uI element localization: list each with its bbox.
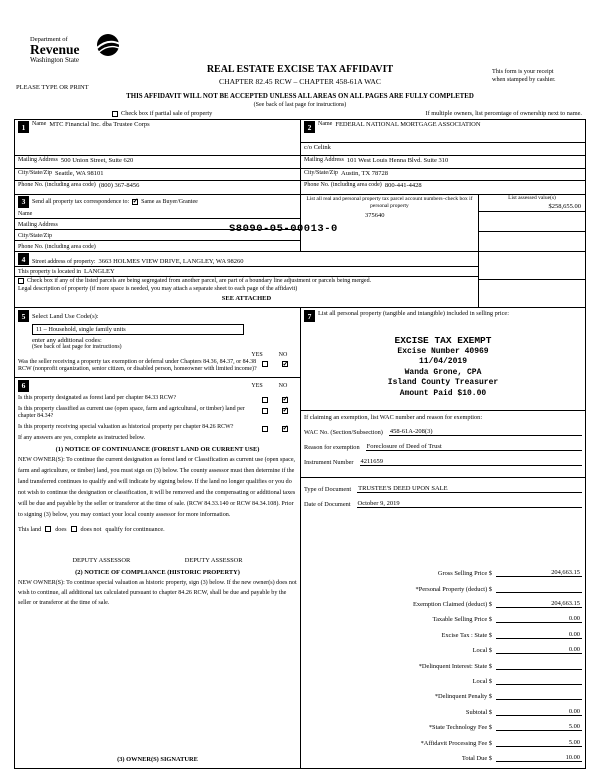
parcel-number-value: 375640 <box>365 212 385 219</box>
fee-label: Local $ <box>472 678 492 686</box>
if-yes-note: If any answers are yes, complete as instructed below. <box>18 434 146 441</box>
same-as-buyer-checkbox <box>132 199 138 205</box>
seller-name-row <box>15 120 300 156</box>
fee-value: 5.00 <box>496 739 582 747</box>
fees-table <box>301 562 585 762</box>
assessed-empty-row <box>479 232 585 251</box>
fee-label: Exemption Claimed (deduct) $ <box>413 601 492 609</box>
fee-value: 0.00 <box>496 615 582 623</box>
land-use-header <box>18 310 297 322</box>
fee-row <box>301 670 585 685</box>
pre-form-row <box>112 110 582 117</box>
fee-value: 204,663.15 <box>496 600 582 608</box>
seller-citystatezip-value: Seattle, WA 98101 <box>55 170 104 177</box>
classification-question-row <box>18 406 297 421</box>
fee-row <box>301 623 585 638</box>
fee-row <box>301 577 585 592</box>
seller-phone-value: (800) 367-8456 <box>98 182 140 189</box>
instrument-number-row <box>301 458 585 466</box>
deputy-assessor-row <box>18 557 297 564</box>
no-checkbox <box>282 397 288 403</box>
personal-property-header <box>301 308 585 324</box>
does-checkbox <box>45 526 51 532</box>
see-back-note: (See back of last page for instructions) <box>253 102 347 108</box>
correspondence-name-label: Name <box>18 211 33 217</box>
section-6-number: 6 <box>18 380 29 392</box>
parties-grid <box>15 120 585 195</box>
buyer-citystatezip-value: Austin, TX 78728 <box>341 170 389 177</box>
parcel-column-header: List all real and personal property tax parcel account numbers–check box if personal property <box>306 196 473 209</box>
deputy-assessor-label-2: DEPUTY ASSESSOR <box>184 556 243 564</box>
seller-mailing-label: Mailing Address <box>18 157 58 163</box>
section-7-exemption <box>301 308 585 768</box>
fee-row <box>301 731 585 746</box>
yes-checkbox <box>262 426 268 432</box>
partial-sale-option <box>112 110 212 117</box>
segregated-label: Check box if any of the listed parcels are being segregated from another parcel, are part of a boundary line adjustment or parcels being merged. <box>27 278 372 284</box>
fee-value: 10.00 <box>496 754 582 762</box>
classification-question-text: Is this property classified as current use (open space, farm and agricultural, or timber) land per chapter 84.34? <box>18 405 245 420</box>
notice-continuance-text: NEW OWNER(S): To continue the current designation as forest land or Classification as current use (open space, farm and agriculture, or timber) land, you must sign on (3) below. The county assessor must then determine if the land transferred continues to qualify and will indicate by signing below. If the land no longer qualifies or you do not wish to continue the designation or classification, it will be removed and the compensating or additional taxes will be due and payable by the seller or transferor at the time of sale. (RCW 84.33.140 or RCW 84.34.108). Prior to signing (3) below, you may contact your local county assessor for more information. <box>18 456 296 518</box>
fee-label: *Personal Property (deduct) $ <box>415 585 492 593</box>
logo-revenue-text: Revenue <box>30 42 80 57</box>
this-land-label: This land <box>18 525 42 533</box>
assessed-empty-row <box>479 212 585 232</box>
fee-label: Subtotal $ <box>465 708 492 716</box>
lower-area <box>15 308 585 768</box>
fee-row <box>301 639 585 654</box>
partial-sale-label: Check box if partial sale of property <box>121 110 213 117</box>
fee-label: *Delinquent Interest: State $ <box>418 662 492 670</box>
buyer-name-value: FEDERAL NATIONAL MORTGAGE ASSOCIATION <box>335 121 481 128</box>
classification-question-checkboxes <box>262 406 297 421</box>
fee-row <box>301 747 585 762</box>
stamp-date: 11/04/2019 <box>418 357 467 366</box>
qualify-label: qualify for continuance. <box>105 525 165 533</box>
fee-value <box>496 669 582 670</box>
classification-question-row <box>18 395 297 403</box>
deputy-assessor-label-1: DEPUTY ASSESSOR <box>72 556 131 564</box>
land-use-code-value: 11 – Household, single family units <box>32 324 244 335</box>
continuance-qualify-row <box>18 526 297 533</box>
document-date-row <box>301 500 585 508</box>
property-fields <box>15 252 479 307</box>
correspondence-citystatezip-label: City/State/Zip <box>18 233 52 239</box>
partial-sale-checkbox <box>112 111 118 117</box>
section-5-number: 5 <box>18 310 29 322</box>
section-2-buyer <box>301 120 585 194</box>
yes-checkbox <box>262 397 268 403</box>
buyer-name-label: Name <box>318 121 333 127</box>
section-6-classification <box>15 378 300 768</box>
classification-question-checkboxes <box>262 395 297 403</box>
yes-no-header-s5 <box>18 352 297 358</box>
does-not-checkbox <box>71 526 77 532</box>
yes-label: YES <box>251 382 263 389</box>
buyer-citystatezip-row <box>301 169 585 181</box>
dor-logo <box>30 36 160 64</box>
stamp-treasurer-office: Island County Treasurer <box>387 378 499 387</box>
exemption-question-row <box>18 359 297 374</box>
fee-label: Local $ <box>472 647 492 655</box>
wac-number-label: WAC No. (Section/Subsection) <box>304 429 383 436</box>
reason-exemption-label: Reason for exemption <box>304 444 360 451</box>
fee-row <box>301 562 585 577</box>
type-or-print-label: PLEASE TYPE OR PRINT <box>16 84 89 91</box>
correspondence-phone-label: Phone No. (including area code) <box>18 244 96 250</box>
stamp-exempt-line: EXCISE TAX EXEMPT <box>394 335 492 346</box>
logo-dept-text: Department of <box>30 36 68 43</box>
section-1-number: 1 <box>18 121 29 133</box>
does-label: does <box>55 525 67 533</box>
segregated-row <box>15 277 478 285</box>
correspondence-name-row <box>15 208 300 219</box>
buyer-phone-value: 800-441-4428 <box>384 182 422 189</box>
fee-label: *State Technology Fee $ <box>428 724 492 732</box>
correspondence-phone-row <box>15 241 300 251</box>
assessed-value-continuation <box>479 252 585 307</box>
warning-text: THIS AFFIDAVIT WILL NOT BE ACCEPTED UNLESS ALL AREAS ON ALL PAGES ARE FULLY COMPLETED <box>126 93 474 100</box>
yes-label: YES <box>251 352 263 358</box>
fee-label: *Affidavit Processing Fee $ <box>420 739 492 747</box>
assessed-value-header: List assessed value(s) <box>508 195 556 201</box>
buyer-careof-value: c/o Celink <box>304 144 331 151</box>
fee-value: 204,663.15 <box>496 569 582 577</box>
correspondence-header <box>15 195 300 208</box>
multiple-owners-note: If multiple owners, list percentage of ownership next to name. <box>425 110 582 117</box>
classification-question-text: Is this property receiving special valuation as historical property per chapter 84.26 RCW? <box>18 423 234 430</box>
seller-mailing-row <box>15 156 300 169</box>
section-divider <box>301 477 585 478</box>
section-2-number: 2 <box>304 121 315 133</box>
classification-question-text: Is this property designated as forest land per chapter 84.33 RCW? <box>18 394 177 401</box>
no-checkbox <box>282 426 288 432</box>
section-4-number: 4 <box>18 253 29 265</box>
personal-property-label: List all personal property (tangible and intangible) included in selling price: <box>318 310 509 317</box>
street-address-row <box>15 252 478 267</box>
section-5-land-use <box>15 308 300 378</box>
instrument-number-value: 4211659 <box>360 458 583 466</box>
receipt-note-line2: when stamped by cashier. <box>492 75 556 83</box>
section-3-number: 3 <box>18 196 29 208</box>
classification-question-row <box>18 424 297 432</box>
located-in-label: This property is located in <box>18 269 81 275</box>
fee-label: Total Due $ <box>461 755 492 762</box>
form-title: REAL ESTATE EXCISE TAX AFFIDAVIT <box>206 64 394 75</box>
assessed-empty-row <box>479 252 585 280</box>
document-type-row <box>301 485 585 493</box>
legal-description-row <box>15 285 478 293</box>
stamp-treasurer-name: Wanda Grone, CPA <box>404 367 482 377</box>
document-type-value: TRUSTEE'S DEED UPON SALE <box>357 485 582 493</box>
classification-question-checkboxes <box>262 424 297 432</box>
legal-description-value: SEE ATTACHED <box>221 295 272 302</box>
section-4-property <box>15 252 585 308</box>
reason-exemption-value: Foreclosure of Deed of Trust <box>366 443 582 451</box>
claiming-exemption-label: If claiming an exemption, list WAC number and reason for exemption: <box>304 414 483 421</box>
document-type-label: Type of Document <box>304 486 352 493</box>
dor-seal-icon <box>94 32 122 60</box>
owners-signature-label: (3) OWNER(S) SIGNATURE <box>117 756 198 763</box>
excise-tax-stamp <box>301 336 585 399</box>
yes-no-header-s6 <box>29 383 297 389</box>
section-7-number: 7 <box>304 310 315 322</box>
yes-checkbox <box>262 361 268 367</box>
fee-value: 0.00 <box>496 631 582 639</box>
reason-exemption-row <box>301 443 585 451</box>
assessed-value-column <box>479 195 585 251</box>
fee-row <box>301 700 585 715</box>
receipt-note <box>492 68 584 83</box>
no-checkbox <box>282 408 288 414</box>
assessed-empty-row <box>479 280 585 307</box>
instrument-number-label: Instrument Number <box>304 459 354 466</box>
buyer-mailing-label: Mailing Address <box>304 157 344 163</box>
notice-compliance-title: (2) NOTICE OF COMPLIANCE (HISTORIC PROPERTY) <box>75 568 240 576</box>
buyer-citystatezip-label: City/State/Zip <box>304 170 338 176</box>
exemption-question-checkboxes <box>262 359 297 374</box>
buyer-name-row <box>301 120 585 143</box>
land-use-label: Select Land Use Code(s): <box>32 312 99 320</box>
fee-value: 0.00 <box>496 708 582 716</box>
seller-phone-label: Phone No. (including area code) <box>18 182 96 188</box>
left-column <box>15 308 301 768</box>
located-in-row <box>15 267 478 277</box>
notice-continuance-title: (1) NOTICE OF CONTINUANCE (FOREST LAND OR CURRENT USE) <box>55 445 260 453</box>
seller-phone-row <box>15 181 300 194</box>
fee-row <box>301 716 585 731</box>
same-as-buyer-label: Same as Buyer/Grantee <box>141 198 198 205</box>
fee-value <box>496 592 582 593</box>
buyer-mailing-value: 101 West Louis Henna Blvd. Suite 310 <box>346 157 449 164</box>
seller-name-label: Name <box>32 121 47 127</box>
form-chapter: CHAPTER 82.45 RCW – CHAPTER 458-61A WAC <box>219 77 381 86</box>
fee-value <box>496 684 582 685</box>
yes-checkbox <box>262 408 268 414</box>
fee-label: Taxable Selling Price $ <box>432 616 492 624</box>
correspondence-mailing-label: Mailing Address <box>18 222 58 228</box>
document-date-label: Date of Document <box>304 501 351 508</box>
seller-mailing-value: 500 Union Street, Suite 620 <box>60 157 134 164</box>
additional-codes-label: enter any additional codes: <box>32 337 102 344</box>
fee-label: Gross Selling Price $ <box>437 570 492 578</box>
seller-name-value: MTC Financial Inc. dba Trustee Corps <box>49 121 150 128</box>
stamp-amount-paid: Amount Paid $10.00 <box>399 388 487 398</box>
fee-label: *Delinquent Penalty $ <box>434 693 492 701</box>
logo-state-text: Washington State <box>30 56 80 64</box>
fee-value: 5.00 <box>496 723 582 731</box>
wac-number-value: 458-61A-208(3) <box>389 428 582 436</box>
buyer-phone-row <box>301 181 585 194</box>
classification-header <box>18 380 297 392</box>
no-label: NO <box>278 352 288 358</box>
parcel-stamp: S8090-05-00013-0 <box>229 223 338 235</box>
segregated-checkbox <box>18 278 24 284</box>
fee-label: Excise Tax : State $ <box>441 631 492 639</box>
affidavit-form <box>14 119 586 769</box>
fee-row <box>301 685 585 700</box>
fee-value: 0.00 <box>496 646 582 654</box>
fee-row <box>301 608 585 623</box>
located-in-value: LANGLEY <box>84 268 115 275</box>
section-1-seller <box>15 120 301 194</box>
no-label: NO <box>278 382 288 389</box>
see-back-note-s5: (See back of last page for instructions) <box>32 344 122 350</box>
no-checkbox <box>282 361 288 367</box>
fee-row <box>301 654 585 669</box>
notice-compliance-text: NEW OWNER(S): To continue special valuation as historic property, sign (3) below. If the new owner(s) does not wish to continue, all additional tax calculated pursuant to chapter 84.26 RCW, shall be due and payable by the seller or transferor at the time of sale. <box>18 579 297 606</box>
legal-description-label: Legal description of property (if more space is needed, you may attach a separate sheet to each page of the affidavit) <box>18 286 298 292</box>
street-address-value: 3663 HOLMES VIEW DRIVE, LANGLEY, WA 98260 <box>98 258 244 265</box>
assessed-value: $258,655.00 <box>479 202 585 212</box>
fee-value <box>496 699 582 700</box>
wac-number-row <box>301 428 585 436</box>
seller-citystatezip-label: City/State/Zip <box>18 170 52 176</box>
fee-row <box>301 593 585 608</box>
document-date-value: October 9, 2019 <box>357 500 582 508</box>
stamp-excise-number: Excise Number 40969 <box>397 346 489 356</box>
send-correspondence-label: Send all property tax correspondence to: <box>32 198 130 205</box>
buyer-mailing-row <box>301 156 585 169</box>
does-not-label: does not <box>80 525 102 533</box>
receipt-note-line1: This form is your receipt <box>492 68 554 75</box>
seller-citystatezip-row <box>15 169 300 181</box>
buyer-careof-row <box>301 143 585 156</box>
exemption-question-text: Was the seller receiving a property tax exemption or deferral under Chapters 84.36, 84.37, or 84.38 RCW (nonprofit organization, senior citizen, or disabled person, homeowner with limited income)? <box>18 359 257 373</box>
street-address-label: Street address of property: <box>32 259 96 265</box>
buyer-phone-label: Phone No. (including area code) <box>304 182 382 188</box>
